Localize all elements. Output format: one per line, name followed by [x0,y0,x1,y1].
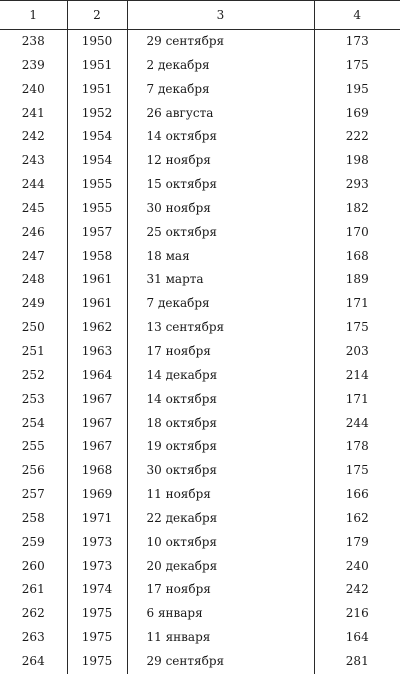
year-cell: 1951 [67,78,127,102]
table-row [0,483,400,507]
table-row [0,626,400,650]
year-cell: 1964 [67,364,127,388]
row-number-cell: 253 [0,388,67,412]
table-row [0,221,400,245]
table-row [0,292,400,316]
table-row [0,531,400,555]
value-cell: 240 [345,558,369,573]
table-row [0,125,400,149]
value-cell: 293 [345,177,369,192]
year-cell: 1961 [67,268,127,292]
year-cell: 1954 [67,149,127,173]
year-cell: 1957 [67,221,127,245]
row-number-cell: 249 [0,292,67,316]
date-cell: 30 октября [127,459,314,483]
table-row [0,412,400,436]
row-number-cell: 264 [0,650,67,674]
table-row [0,435,400,459]
value-cell: 178 [345,439,369,454]
date-cell: 11 ноября [127,483,314,507]
date-cell: 11 января [127,626,314,650]
row-number-cell: 259 [0,531,67,555]
year-cell: 1975 [67,650,127,674]
table-row [0,507,400,531]
table-header [0,1,400,30]
table-row [0,340,400,364]
value-cell: 203 [345,343,369,358]
date-cell: 19 октября [127,435,314,459]
value-cell: 242 [345,582,369,597]
table-row [0,555,400,579]
row-number-cell: 238 [0,30,67,54]
date-cell: 2 декабря [127,54,314,78]
date-cell: 18 мая [127,245,314,269]
date-cell: 6 января [127,602,314,626]
row-number-cell: 242 [0,125,67,149]
date-cell: 13 сентября [127,316,314,340]
year-cell: 1971 [67,507,127,531]
value-cell: 189 [345,272,369,287]
row-number-cell: 255 [0,435,67,459]
table-row [0,364,400,388]
row-number-cell: 248 [0,268,67,292]
date-cell: 22 декабря [127,507,314,531]
value-cell: 171 [345,296,369,311]
year-cell: 1973 [67,531,127,555]
date-cell: 25 октября [127,221,314,245]
row-number-cell: 252 [0,364,67,388]
year-cell: 1961 [67,292,127,316]
table-row [0,30,400,54]
year-cell: 1967 [67,412,127,436]
table-row [0,173,400,197]
year-cell: 1968 [67,459,127,483]
year-cell: 1950 [67,30,127,54]
table-row [0,78,400,102]
year-cell: 1958 [67,245,127,269]
row-number-cell: 240 [0,78,67,102]
row-number-cell: 261 [0,578,67,602]
date-cell: 12 ноября [127,149,314,173]
row-number-cell: 239 [0,54,67,78]
year-cell: 1974 [67,578,127,602]
row-number-cell: 243 [0,149,67,173]
row-number-cell: 257 [0,483,67,507]
value-cell: 216 [345,606,369,621]
header-col-3: 3 [127,1,314,30]
table-row [0,268,400,292]
table-row [0,245,400,269]
table-row [0,54,400,78]
year-cell: 1975 [67,626,127,650]
header-col-1: 1 [0,1,67,30]
value-cell: 162 [345,510,369,525]
date-cell: 31 марта [127,268,314,292]
row-number-cell: 258 [0,507,67,531]
year-cell: 1962 [67,316,127,340]
year-cell: 1967 [67,388,127,412]
row-number-cell: 262 [0,602,67,626]
date-cell: 29 сентября [127,650,314,674]
date-cell: 7 декабря [127,78,314,102]
table-row [0,388,400,412]
table-row [0,102,400,126]
row-number-cell: 247 [0,245,67,269]
date-cell: 15 октября [127,173,314,197]
row-number-cell: 246 [0,221,67,245]
row-number-cell: 254 [0,412,67,436]
header-col-2: 2 [67,1,127,30]
value-cell: 164 [345,630,369,645]
year-cell: 1967 [67,435,127,459]
date-cell: 26 августа [127,102,314,126]
value-cell: 244 [345,415,369,430]
year-cell: 1951 [67,54,127,78]
value-cell: 222 [345,129,369,144]
value-cell: 175 [345,463,369,478]
date-cell: 18 октября [127,412,314,436]
date-cell: 30 ноября [127,197,314,221]
value-cell: 214 [345,367,369,382]
table-body [0,30,400,674]
date-cell: 10 октября [127,531,314,555]
row-number-cell: 245 [0,197,67,221]
value-cell: 166 [345,487,369,502]
table-row [0,149,400,173]
value-cell: 171 [345,391,369,406]
value-cell: 182 [345,200,369,215]
value-cell: 195 [345,81,369,96]
header-row [0,1,400,30]
table-row [0,459,400,483]
date-cell: 17 ноября [127,340,314,364]
table-row [0,650,400,674]
row-number-cell: 251 [0,340,67,364]
value-cell: 169 [345,105,369,120]
date-cell: 14 декабря [127,364,314,388]
table-row [0,602,400,626]
value-cell: 175 [345,57,369,72]
value-cell: 281 [345,653,369,668]
row-number-cell: 260 [0,555,67,579]
year-cell: 1973 [67,555,127,579]
date-cell: 14 октября [127,125,314,149]
row-number-cell: 263 [0,626,67,650]
value-cell: 170 [345,224,369,239]
row-number-cell: 241 [0,102,67,126]
year-cell: 1975 [67,602,127,626]
year-cell: 1955 [67,197,127,221]
year-cell: 1955 [67,173,127,197]
value-cell: 179 [345,534,369,549]
year-cell: 1954 [67,125,127,149]
value-cell: 175 [345,320,369,335]
row-number-cell: 244 [0,173,67,197]
table-row [0,197,400,221]
year-cell: 1952 [67,102,127,126]
row-number-cell: 256 [0,459,67,483]
value-cell: 168 [345,248,369,263]
date-cell: 20 декабря [127,555,314,579]
date-cell: 14 октября [127,388,314,412]
date-cell: 17 ноября [127,578,314,602]
header-col-4: 4 [314,1,400,30]
table-row [0,578,400,602]
value-cell: 173 [345,34,369,48]
year-cell: 1963 [67,340,127,364]
date-cell: 7 декабря [127,292,314,316]
row-number-cell: 250 [0,316,67,340]
year-cell: 1969 [67,483,127,507]
value-cell: 198 [345,153,369,168]
date-cell: 29 сентября [127,30,314,54]
table-row [0,316,400,340]
